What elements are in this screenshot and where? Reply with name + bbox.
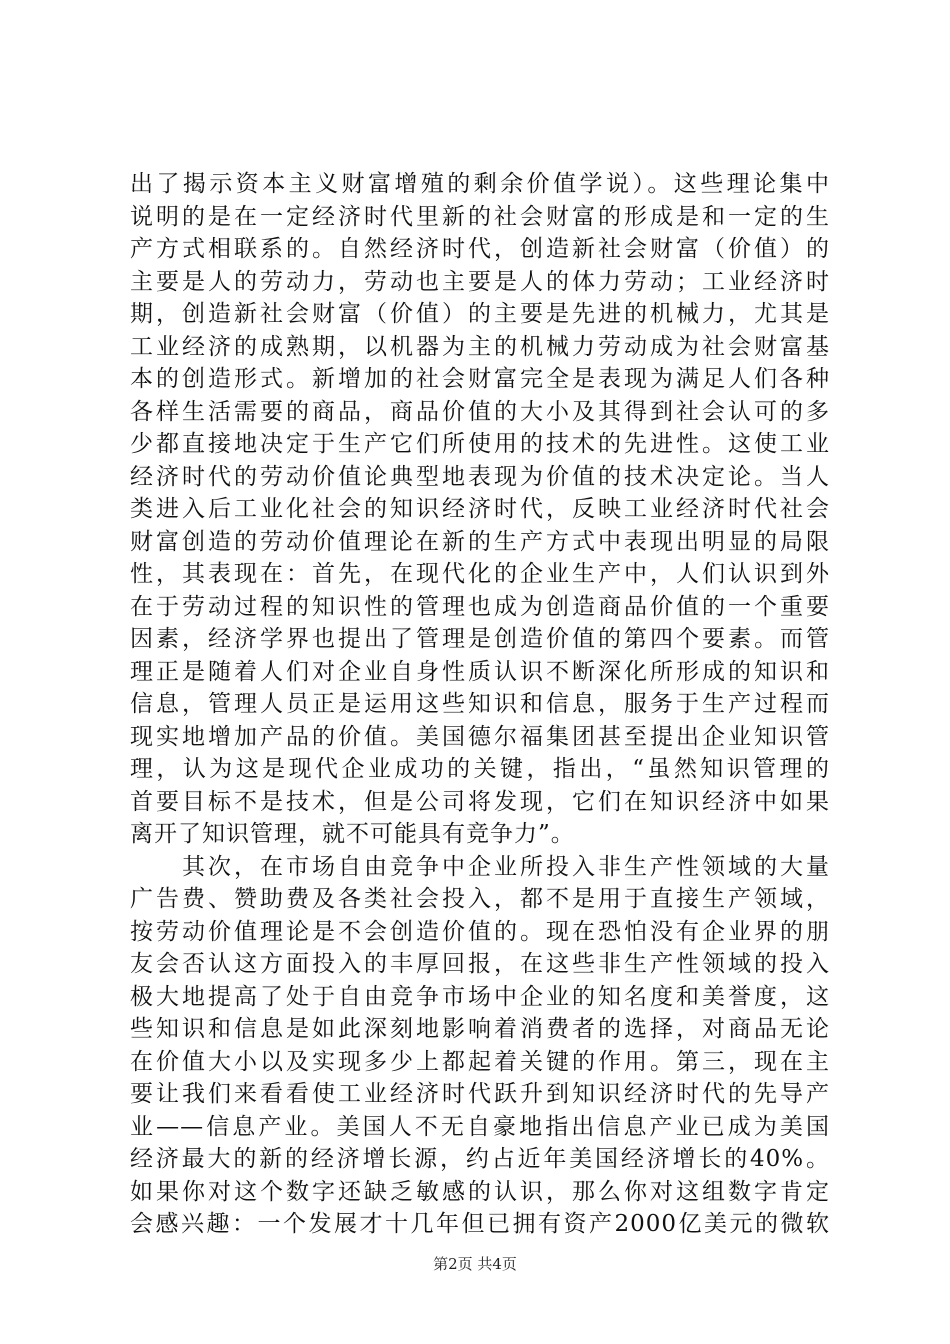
text-line: 信息，管理人员正是运用这些知识和信息，服务于生产过程而	[130, 691, 830, 717]
text-line: 工业经济的成熟期，以机器为主的机械力劳动成为社会财富基	[130, 333, 830, 360]
text-line: 性，其表现在：首先，在现代化的企业生产中，人们认识到外	[130, 561, 830, 587]
text-line: 要让我们来看看使工业经济时代跃升到知识经济时代的先导产	[130, 1081, 830, 1107]
text-line: 业——信息产业。美国人不无自豪地指出信息产业已成为美国	[130, 1113, 830, 1140]
text-line: 少都直接地决定于生产它们所使用的技术的先进性。这使工业	[130, 431, 830, 457]
text-line: 其次，在市场自由竞争中企业所投入非生产性领域的大量	[130, 853, 830, 880]
text-line: 友会否认这方面投入的丰厚回报，在这些非生产性领域的投入	[130, 951, 830, 977]
text-line: 如果你对这个数字还缺乏敏感的认识，那么你对这组数字肯定	[130, 1178, 830, 1205]
text-line: 经济最大的新的经济增长源，约占近年美国经济增长的40%。	[130, 1146, 830, 1172]
text-line: 现实地增加产品的价值。美国德尔福集团甚至提出企业知识管	[130, 723, 830, 750]
text-line: 期，创造新社会财富（价值）的主要是先进的机械力，尤其是	[130, 301, 830, 327]
text-line: 本的创造形式。新增加的社会财富完全是表现为满足人们各种	[130, 366, 830, 392]
body-text	[130, 168, 830, 1241]
text-line: 类进入后工业化社会的知识经济时代，反映工业经济时代社会	[130, 496, 830, 522]
text-line: 经济时代的劳动价值论典型地表现为价值的技术决定论。当人	[130, 463, 830, 490]
text-line: 广告费、赞助费及各类社会投入，都不是用于直接生产领域，	[130, 886, 830, 912]
text-line: 极大地提高了处于自由竞争市场中企业的知名度和美誉度，这	[130, 983, 830, 1010]
text-line: 理，认为这是现代企业成功的关键，指出，“虽然知识管理的	[130, 756, 830, 782]
text-line: 在于劳动过程的知识性的管理也成为创造商品价值的一个重要	[130, 593, 830, 620]
text-line: 出了揭示资本主义财富增殖的剩余价值学说）。这些理论集中	[130, 171, 830, 197]
paragraph-end-line: 离开了知识管理，就不可能具有竞争力”。	[130, 821, 575, 847]
text-line: 些知识和信息是如此深刻地影响着消费者的选择，对商品无论	[130, 1016, 830, 1042]
text-line: 主要是人的劳动力，劳动也主要是人的体力劳动；工业经济时	[130, 268, 830, 295]
text-line: 在价值大小以及实现多少上都起着关键的作用。第三，现在主	[130, 1048, 830, 1075]
text-line: 首要目标不是技术，但是公司将发现，它们在知识经济中如果	[130, 788, 830, 815]
text-line: 按劳动价值理论是不会创造价值的。现在恐怕没有企业界的朋	[130, 918, 830, 945]
text-line: 会感兴趣：一个发展才十几年但已拥有资产2000亿美元的微软	[130, 1211, 830, 1237]
text-line: 产方式相联系的。自然经济时代，创造新社会财富（价值）的	[130, 236, 830, 262]
text-line: 财富创造的劳动价值理论在新的生产方式中表现出明显的局限	[130, 528, 830, 555]
text-line: 各样生活需要的商品，商品价值的大小及其得到社会认可的多	[130, 398, 830, 425]
text-line: 理正是随着人们对企业自身性质认识不断深化所形成的知识和	[130, 658, 830, 685]
page-footer: 第2页 共4页	[433, 1255, 517, 1273]
text-line: 说明的是在一定经济时代里新的社会财富的形成是和一定的生	[130, 203, 830, 230]
text-line: 因素，经济学界也提出了管理是创造价值的第四个要素。而管	[130, 626, 830, 652]
